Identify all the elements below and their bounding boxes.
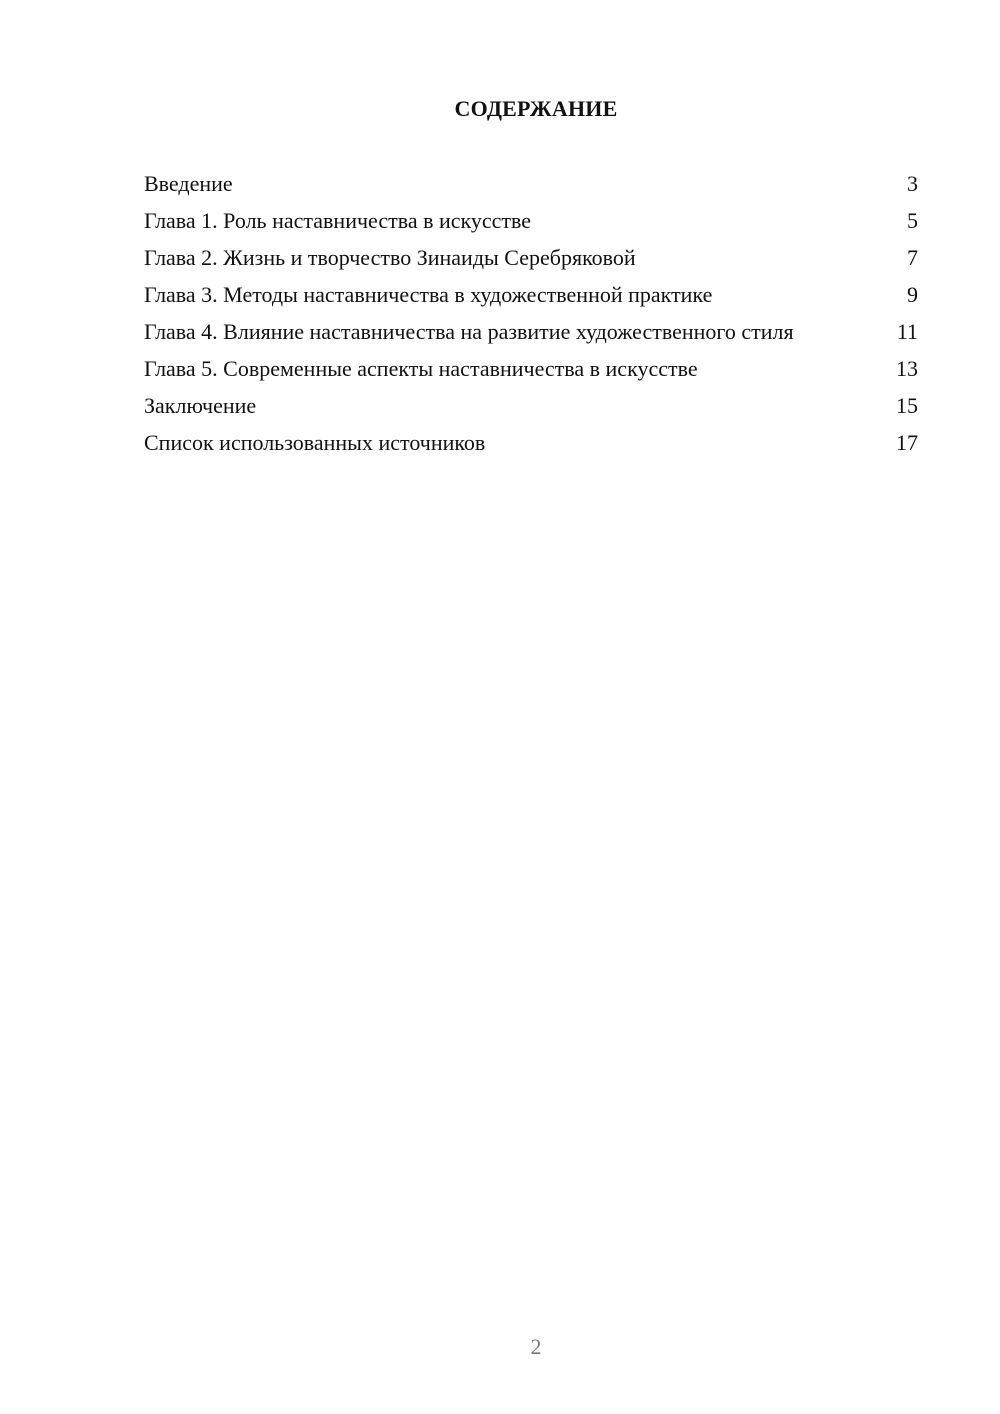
toc-entry-introduction[interactable] (144, 170, 918, 197)
page-number: 2 (530, 1334, 542, 1359)
toc-entry-chapter-3[interactable] (144, 281, 918, 308)
toc-entry-chapter-5[interactable] (144, 355, 918, 382)
toc-entry-title: Глава 5. Современные аспекты наставничества в искусстве (144, 356, 698, 381)
toc-entry-page: 17 (896, 430, 918, 455)
toc-entry-chapter-2[interactable] (144, 244, 918, 271)
toc-entry-page: 9 (907, 282, 918, 307)
toc-entry-page: 3 (907, 171, 918, 196)
toc-entry-title: Заключение (144, 393, 257, 418)
toc-entry-title: Список использованных источников (144, 430, 486, 455)
toc-entry-page: 5 (907, 208, 918, 233)
toc-entry-chapter-4[interactable] (144, 318, 918, 345)
toc-entry-page: 7 (907, 245, 918, 270)
toc-heading: СОДЕРЖАНИЕ (454, 96, 618, 121)
table-of-contents (144, 170, 918, 466)
toc-entry-title: Введение (144, 171, 233, 196)
toc-entry-chapter-1[interactable] (144, 207, 918, 234)
toc-entry-page: 11 (896, 319, 918, 344)
toc-entry-page: 15 (896, 393, 918, 418)
toc-entry-title: Глава 4. Влияние наставничества на развитие художественного стиля (144, 319, 794, 344)
toc-entry-references[interactable] (144, 429, 918, 456)
toc-entry-title: Глава 1. Роль наставничества в искусстве (144, 208, 532, 233)
toc-entry-page: 13 (896, 356, 918, 381)
toc-entry-title: Глава 3. Методы наставничества в художественной практике (144, 282, 713, 307)
toc-entry-title: Глава 2. Жизнь и творчество Зинаиды Серебряковой (144, 245, 636, 270)
toc-entry-conclusion[interactable] (144, 392, 918, 419)
